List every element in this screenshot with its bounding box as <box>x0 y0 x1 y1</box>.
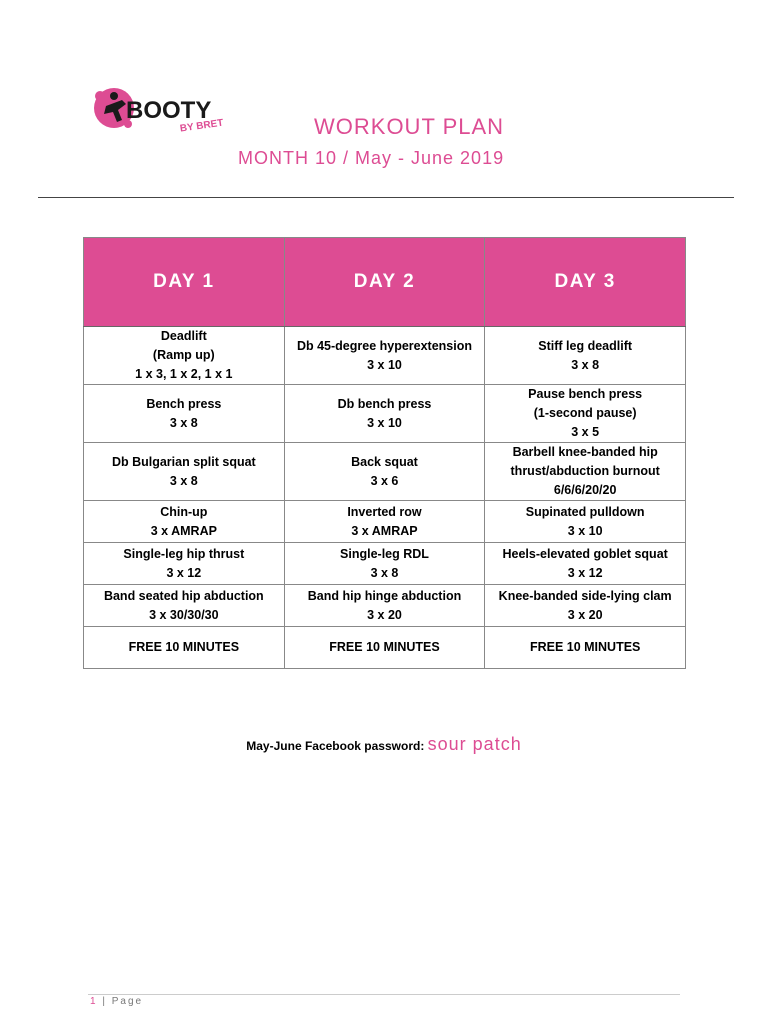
exercise-detail: 3 x 8 <box>169 473 198 488</box>
page-title: WORKOUT PLAN <box>314 114 505 139</box>
exercise-detail: 3 x 10 <box>367 415 402 430</box>
page-subtitle: MONTH 10 / May - June 2019 <box>238 148 505 168</box>
exercise-cell <box>485 501 686 543</box>
header-divider <box>38 197 734 198</box>
table-row <box>84 585 686 627</box>
exercise-cell <box>84 585 285 627</box>
exercise-cell <box>284 585 485 627</box>
exercise-cell <box>84 501 285 543</box>
table-row <box>84 627 686 669</box>
exercise-name: Single-leg RDL <box>340 546 429 561</box>
exercise-detail: 3 x 10 <box>367 357 402 372</box>
exercise-cell <box>84 443 285 501</box>
exercise-name: FREE 10 MINUTES <box>329 640 440 654</box>
exercise-detail: 3 x 6 <box>370 473 399 488</box>
exercise-detail: 3 x 20 <box>367 607 402 622</box>
exercise-detail: 3 x 20 <box>567 607 603 622</box>
exercise-cell <box>84 385 285 443</box>
exercise-detail: 3 x AMRAP <box>351 523 418 538</box>
exercise-detail: 3 x 12 <box>567 565 603 580</box>
page-number: 1 <box>90 996 98 1007</box>
exercise-name: Band seated hip abduction <box>103 588 264 603</box>
page-footer <box>90 996 143 1007</box>
exercise-cell <box>284 501 485 543</box>
exercise-name: Supinated pulldown <box>525 504 645 519</box>
exercise-name: Chin-up <box>160 504 208 519</box>
table-row <box>84 543 686 585</box>
exercise-cell <box>84 327 285 385</box>
exercise-name: Barbell knee-banded hip <box>512 445 658 459</box>
exercise-cell <box>284 327 485 385</box>
table-row <box>84 327 686 385</box>
column-header-day-2: DAY 2 <box>284 238 485 327</box>
exercise-name: Knee-banded side-lying clam <box>498 588 672 603</box>
exercise-cell <box>485 385 686 443</box>
exercise-name: Heels-elevated goblet squat <box>502 546 668 561</box>
exercise-detail: 3 x 8 <box>571 357 600 372</box>
table-row <box>84 501 686 543</box>
table-row <box>84 443 686 501</box>
exercise-cell <box>485 443 686 501</box>
table-header-row <box>84 238 686 327</box>
exercise-detail: 3 x AMRAP <box>150 523 217 538</box>
exercise-detail: 3 x 12 <box>166 565 202 580</box>
exercise-cell <box>485 543 686 585</box>
exercise-detail: 3 x 10 <box>567 523 603 538</box>
page-separator: | <box>97 996 112 1007</box>
password-value: sour patch <box>427 734 522 754</box>
exercise-name: Db Bulgarian split squat <box>111 454 256 469</box>
exercise-cell <box>284 543 485 585</box>
page-label: Page <box>111 996 144 1007</box>
exercise-cell <box>284 443 485 501</box>
exercise-cell <box>284 627 485 669</box>
exercise-name: Single-leg hip thrust <box>123 546 245 561</box>
exercise-name: Stiff leg deadlift <box>538 338 633 353</box>
exercise-name: Back squat <box>351 454 418 469</box>
exercise-detail: 1 x 3, 1 x 2, 1 x 1 <box>135 367 233 381</box>
table-row <box>84 385 686 443</box>
exercise-name: Inverted row <box>347 504 422 519</box>
column-header-day-3: DAY 3 <box>485 238 686 327</box>
exercise-detail: (Ramp up) <box>152 348 215 362</box>
exercise-name: Bench press <box>146 396 222 411</box>
exercise-detail: 3 x 30/30/30 <box>149 607 219 622</box>
exercise-name: FREE 10 MINUTES <box>128 640 240 654</box>
footer-divider <box>88 994 680 995</box>
exercise-detail: 6/6/6/20/20 <box>553 483 617 497</box>
exercise-name: Db bench press <box>337 396 432 411</box>
booty-by-bret-logo <box>92 84 232 136</box>
column-header-day-1: DAY 1 <box>84 238 285 327</box>
exercise-name: Pause bench press <box>528 387 643 401</box>
exercise-name: Db 45-degree hyperextension <box>296 338 473 353</box>
logo-text: BOOTY <box>126 97 212 124</box>
exercise-cell <box>84 543 285 585</box>
exercise-cell <box>84 627 285 669</box>
facebook-password-line <box>0 734 768 755</box>
exercise-cell <box>485 327 686 385</box>
exercise-cell <box>485 627 686 669</box>
exercise-detail: 3 x 8 <box>370 565 399 580</box>
logo-subtext: BY BRET <box>179 117 225 135</box>
exercise-cell <box>284 385 485 443</box>
exercise-detail: thrust/abduction burnout <box>510 464 660 478</box>
exercise-detail: (1-second pause) <box>533 406 637 420</box>
exercise-detail: 3 x 8 <box>169 415 198 430</box>
exercise-name: Band hip hinge abduction <box>307 588 462 603</box>
exercise-cell <box>485 585 686 627</box>
password-label: May-June Facebook password: <box>246 739 428 753</box>
exercise-detail: 3 x 5 <box>571 425 600 439</box>
exercise-name: FREE 10 MINUTES <box>529 640 641 654</box>
workout-table <box>83 237 686 669</box>
exercise-name: Deadlift <box>160 329 207 343</box>
